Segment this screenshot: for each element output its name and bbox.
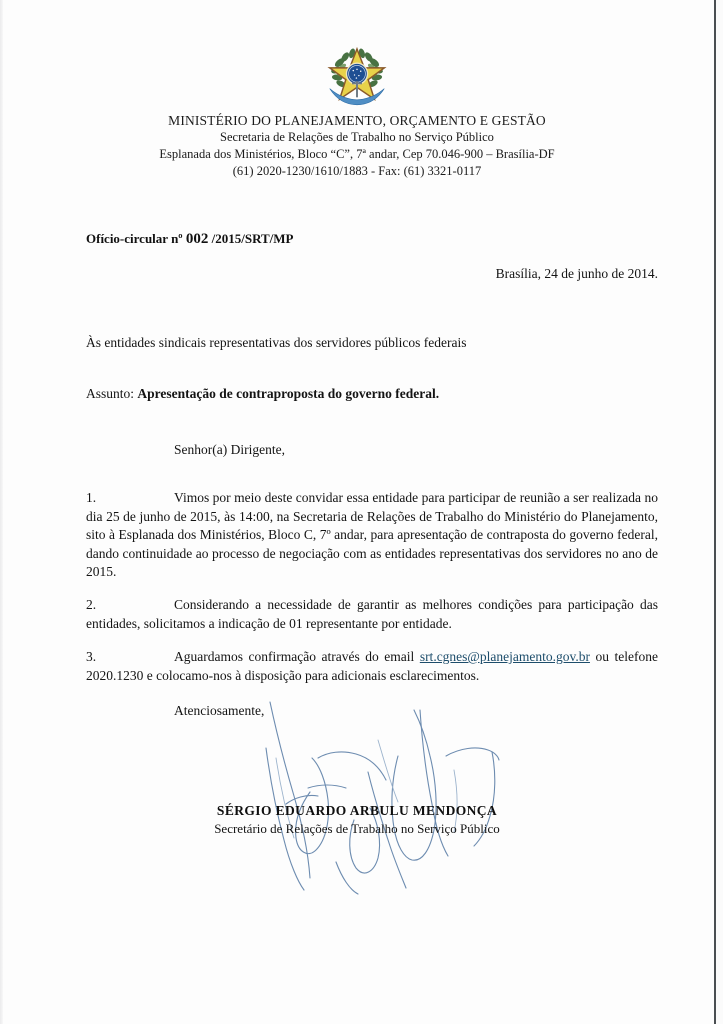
- reference-number: 002: [185, 231, 209, 247]
- email-link[interactable]: srt.cgnes@planejamento.gov.br: [419, 649, 590, 664]
- ministry-name: MINISTÉRIO DO PLANEJAMENTO, ORÇAMENTO E GESTÃO: [168, 113, 546, 128]
- document-reference: [86, 231, 294, 248]
- subject-line: [86, 386, 439, 402]
- subject-label: Assunto:: [86, 386, 138, 401]
- paragraph-3-text-before-link: Aguardamos confirmação através do email: [174, 649, 420, 664]
- signer-name: SÉRGIO EDUARDO ARBULU MENDONÇA: [216, 803, 498, 818]
- salutation: Senhor(a) Dirigente,: [174, 442, 285, 457]
- paragraph-1-number: 1.: [86, 490, 97, 505]
- paragraph-2-text: Considerando a necessidade de garantir as melhores condições para participação das entidades, solicitamos a indicação de 01 representante por entidade.: [86, 597, 658, 631]
- letterhead-address: Esplanada dos Ministérios, Bloco “C”, 7ª andar, Cep 70.046-900 – Brasília-DF: [159, 147, 555, 161]
- brazil-coat-of-arms-icon: [326, 44, 388, 106]
- handwritten-signature: [250, 700, 500, 895]
- closing-salutation: Atenciosamente,: [174, 703, 265, 718]
- paragraph-3-text-after-link: ou telefone 2020.1230 e colocamo-nos à disposição para adicionais esclarecimentos.: [86, 649, 658, 683]
- paragraph-2-number: 2.: [86, 597, 97, 612]
- paragraph-1: [86, 489, 658, 582]
- paragraph-1-text: Vimos por meio deste convidar essa entidade para participar de reunião a ser realizada no dia 25 de junho de 2015, às 14:00, na Secretaria de Relações de Trabalho do Ministério do Planejamento, sito à Esplanada dos Ministérios, Bloco C, 7º andar, para apresentação de contraposta do governo federal, dando continuidade ao processo de negociação com as entidades representativas dos servidores no ano de 2015.: [86, 490, 658, 579]
- signer-title: Secretário de Relações de Trabalho no Serviço Público: [214, 821, 500, 836]
- signer-block: [0, 802, 714, 838]
- reference-suffix: /2015/SRT/MP: [208, 231, 294, 246]
- subject-value: Apresentação de contraproposta do governo federal.: [137, 386, 440, 401]
- place-and-date: Brasília, 24 de junho de 2014.: [495, 266, 658, 281]
- letterhead-phone: (61) 2020-1230/1610/1883 - Fax: (61) 3321-0117: [232, 164, 482, 178]
- secretariat-name: Secretaria de Relações de Trabalho no Serviço Público: [220, 130, 494, 144]
- addressee: Às entidades sindicais representativas dos servidores públicos federais: [86, 335, 467, 350]
- paragraph-3: [86, 648, 658, 685]
- paragraph-2: [86, 596, 658, 633]
- letterhead: [0, 44, 714, 180]
- reference-prefix: Ofício-circular nº: [86, 231, 186, 246]
- scan-edge-right-margin: [716, 0, 723, 1024]
- paragraph-3-number: 3.: [86, 649, 97, 664]
